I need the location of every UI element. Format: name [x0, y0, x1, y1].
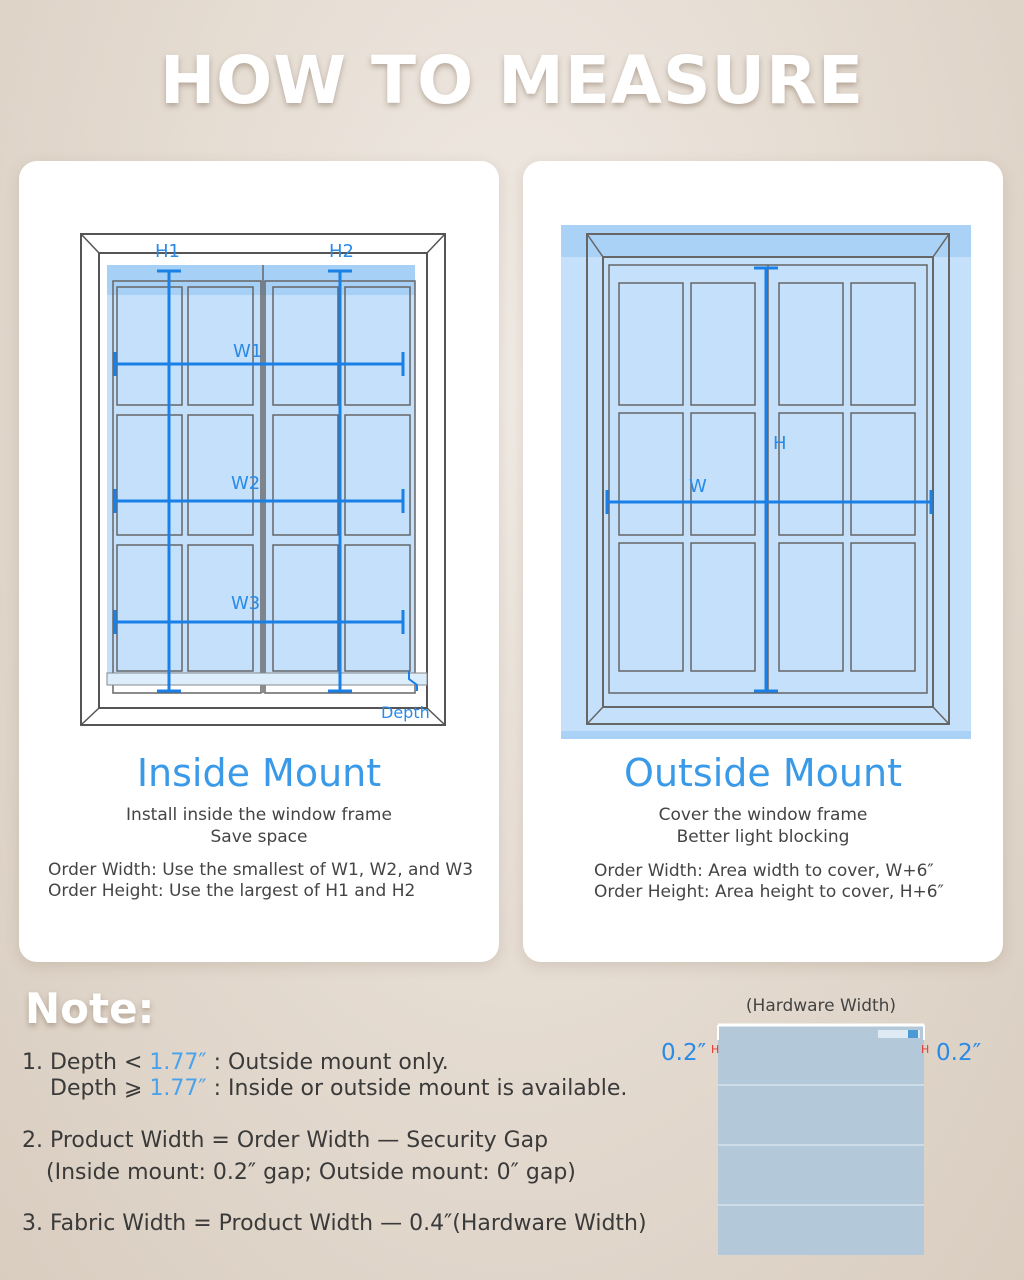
- w1-label: W1: [233, 341, 263, 362]
- gap-right-label: 0.2″: [936, 1040, 982, 1066]
- h-label: H: [773, 433, 787, 454]
- note-item-1: [22, 1050, 449, 1075]
- outside-mount-subtitle-1: Cover the window frame: [658, 805, 868, 825]
- note-item-2-detail: (Inside mount: 0.2″ gap; Outside mount: 0″ gap): [46, 1160, 576, 1185]
- outside-mount-card: [523, 161, 1003, 962]
- page-title: HOW TO MEASURE: [159, 42, 865, 119]
- w-label: W: [689, 476, 707, 497]
- w3-label: W3: [231, 593, 261, 614]
- hardware-marker-left: H: [711, 1043, 720, 1056]
- note-item-2: 2. Product Width = Order Width — Security Gap: [22, 1128, 549, 1153]
- note-item-1-line-2-prefix: Depth ⩾: [50, 1076, 150, 1101]
- h2-label: H2: [329, 241, 354, 262]
- inside-order-width: Order Width: Use the smallest of W1, W2, and W3: [48, 860, 474, 880]
- note-item-1-line-2-suffix: : Inside or outside mount is available.: [206, 1076, 628, 1101]
- note-item-1-prefix: 1. Depth <: [22, 1050, 150, 1075]
- hardware-marker-right: H: [921, 1043, 930, 1056]
- depth-value-2: 1.77″: [149, 1076, 207, 1101]
- depth-value: 1.77″: [149, 1050, 207, 1075]
- note-item-3: 3. Fabric Width = Product Width — 0.4″(Hardware Width): [22, 1211, 647, 1236]
- shade-diagram: [708, 1020, 938, 1260]
- note-title: Note:: [25, 984, 155, 1033]
- inside-mount-title: Inside Mount: [136, 751, 382, 795]
- hardware-width-label: (Hardware Width): [745, 996, 897, 1016]
- inside-mount-subtitle-1: Install inside the window frame: [126, 805, 392, 825]
- inside-mount-subtitle-2: Save space: [210, 827, 308, 847]
- inside-order-height: Order Height: Use the largest of H1 and H2: [48, 881, 416, 901]
- outside-order-height: Order Height: Area height to cover, H+6″: [594, 882, 944, 902]
- outside-mount-title: Outside Mount: [624, 751, 902, 795]
- gap-left-label: 0.2″: [661, 1040, 707, 1066]
- h1-label: H1: [155, 241, 180, 262]
- note-item-1-suffix: : Outside mount only.: [206, 1050, 449, 1075]
- w2-label: W2: [231, 473, 261, 494]
- depth-label: Depth: [381, 703, 430, 722]
- note-item-1-line-2: [50, 1076, 627, 1101]
- inside-mount-card: [19, 161, 499, 962]
- outside-order-width: Order Width: Area width to cover, W+6″: [594, 861, 934, 881]
- outside-mount-subtitle-2: Better light blocking: [676, 827, 850, 847]
